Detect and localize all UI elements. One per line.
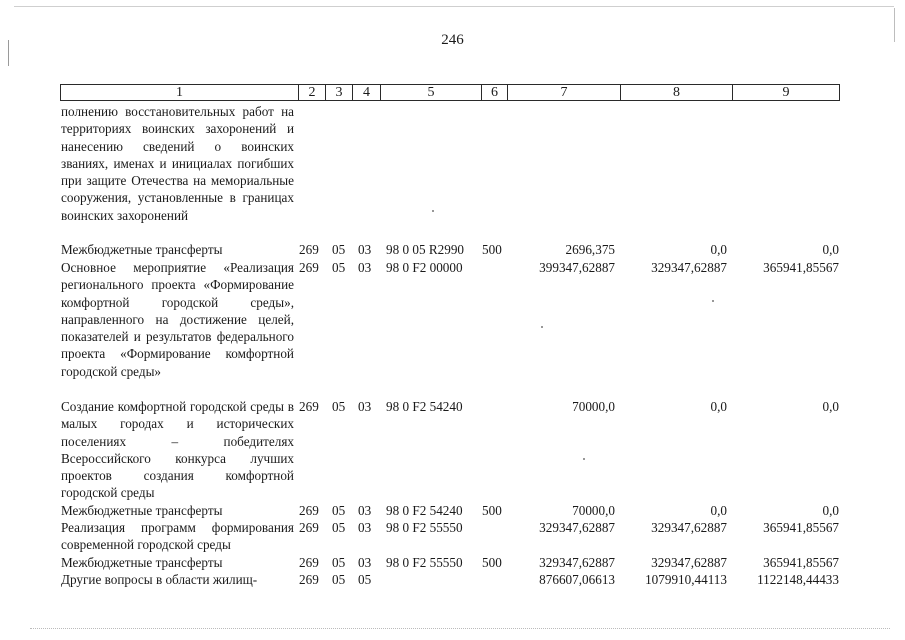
cell-amount-year2: 0,0 — [710, 242, 727, 257]
cell-ministry-code: 269 — [299, 520, 319, 535]
cell-amount-year1: 329347,62887 — [539, 520, 615, 535]
cell-target-article: 98 0 F2 54240 — [386, 399, 463, 414]
cell-amount-year2: 329347,62887 — [651, 260, 727, 275]
cell-expense-type: 500 — [482, 503, 502, 518]
row-description: Межбюджетные трансферты — [61, 242, 223, 257]
header-cell-6: 6 — [481, 84, 507, 101]
cell-section: 05 — [332, 555, 346, 570]
header-cell-2: 2 — [298, 84, 325, 101]
cell-amount-year2: 329347,62887 — [651, 520, 727, 535]
cell-ministry-code: 269 — [299, 260, 319, 275]
cell-expense-type: 500 — [482, 555, 502, 570]
cell-amount-year1: 70000,0 — [572, 399, 615, 414]
cell-amount-year1: 2696,375 — [565, 242, 615, 257]
cell-amount-year1: 876607,06613 — [539, 572, 615, 587]
header-cell-8: 8 — [620, 84, 732, 101]
page-number: 246 — [441, 32, 464, 48]
row-description: Основное мероприятие «Реализация регионального проекта «Формирование комфортной городской среды», направленного на достижение целей, показателей и результатов федерального проекта «Формирование комфортной городской среды» — [61, 260, 294, 379]
scan-bottom-noise — [30, 628, 890, 630]
cell-section: 05 — [332, 520, 346, 535]
cell-expense-type: 500 — [482, 242, 502, 257]
cell-target-article: 98 0 F2 55550 — [386, 555, 463, 570]
cell-section: 05 — [332, 572, 346, 587]
cell-subsection: 03 — [358, 555, 372, 570]
scan-speck — [541, 326, 543, 328]
cell-section: 05 — [332, 503, 346, 518]
cell-target-article: 98 0 F2 54240 — [386, 503, 463, 518]
cell-amount-year2: 0,0 — [710, 399, 727, 414]
cell-amount-year2: 1079910,44113 — [645, 572, 727, 587]
cell-ministry-code: 269 — [299, 242, 319, 257]
cell-target-article: 98 0 F2 55550 — [386, 520, 463, 535]
row-description: Межбюджетные трансферты — [61, 555, 223, 570]
cell-amount-year3: 365941,85567 — [763, 520, 839, 535]
cell-ministry-code: 269 — [299, 555, 319, 570]
cell-subsection: 03 — [358, 260, 372, 275]
row-description: Реализация программ формирования современной городской среды — [61, 520, 294, 553]
cell-ministry-code: 269 — [299, 399, 319, 414]
cell-subsection: 03 — [358, 242, 372, 257]
cell-amount-year3: 0,0 — [822, 503, 839, 518]
cell-amount-year1: 329347,62887 — [539, 555, 615, 570]
cell-amount-year3: 365941,85567 — [763, 555, 839, 570]
cell-amount-year2: 329347,62887 — [651, 555, 727, 570]
cell-amount-year3: 0,0 — [822, 242, 839, 257]
cell-amount-year3: 0,0 — [822, 399, 839, 414]
cell-target-article: 98 0 F2 00000 — [386, 260, 463, 275]
cell-subsection: 03 — [358, 399, 372, 414]
cell-target-article: 98 0 05 R2990 — [386, 242, 465, 257]
header-cell-9: 9 — [732, 84, 840, 101]
header-cell-7: 7 — [507, 84, 620, 101]
cell-section: 05 — [332, 242, 346, 257]
row-description: Межбюджетные трансферты — [61, 503, 223, 518]
row-description: Другие вопросы в области жилищ- — [61, 572, 258, 587]
cell-amount-year3: 1122148,44433 — [757, 572, 839, 587]
cell-section: 05 — [332, 399, 346, 414]
cell-subsection: 05 — [358, 572, 372, 587]
cell-amount-year1: 399347,62887 — [539, 260, 615, 275]
row-description: полнению восстановительных работ на территориях воинских захоронений и нанесению сведений о воинских званиях, именах и инициалах погибших при защите Отечества на мемориальные сооружения, установленные в границах воинских захоронений — [61, 104, 294, 223]
header-cell-4: 4 — [352, 84, 380, 101]
cell-amount-year3: 365941,85567 — [763, 260, 839, 275]
cell-ministry-code: 269 — [299, 503, 319, 518]
cell-section: 05 — [332, 260, 346, 275]
scan-speck — [432, 210, 434, 212]
cell-subsection: 03 — [358, 503, 372, 518]
cell-ministry-code: 269 — [299, 572, 319, 587]
scan-speck — [583, 458, 585, 460]
row-description: Создание комфортной городской среды в малых городах и исторических поселениях – победителях Всероссийского конкурса лучших проектов создания комфортной городской среды — [61, 399, 294, 501]
cell-amount-year1: 70000,0 — [572, 503, 615, 518]
header-cell-1: 1 — [60, 84, 298, 101]
cell-subsection: 03 — [358, 520, 372, 535]
header-cell-5: 5 — [380, 84, 481, 101]
scan-edge-top — [14, 6, 894, 7]
cell-amount-year2: 0,0 — [710, 503, 727, 518]
scan-speck — [712, 300, 714, 302]
header-cell-3: 3 — [325, 84, 352, 101]
